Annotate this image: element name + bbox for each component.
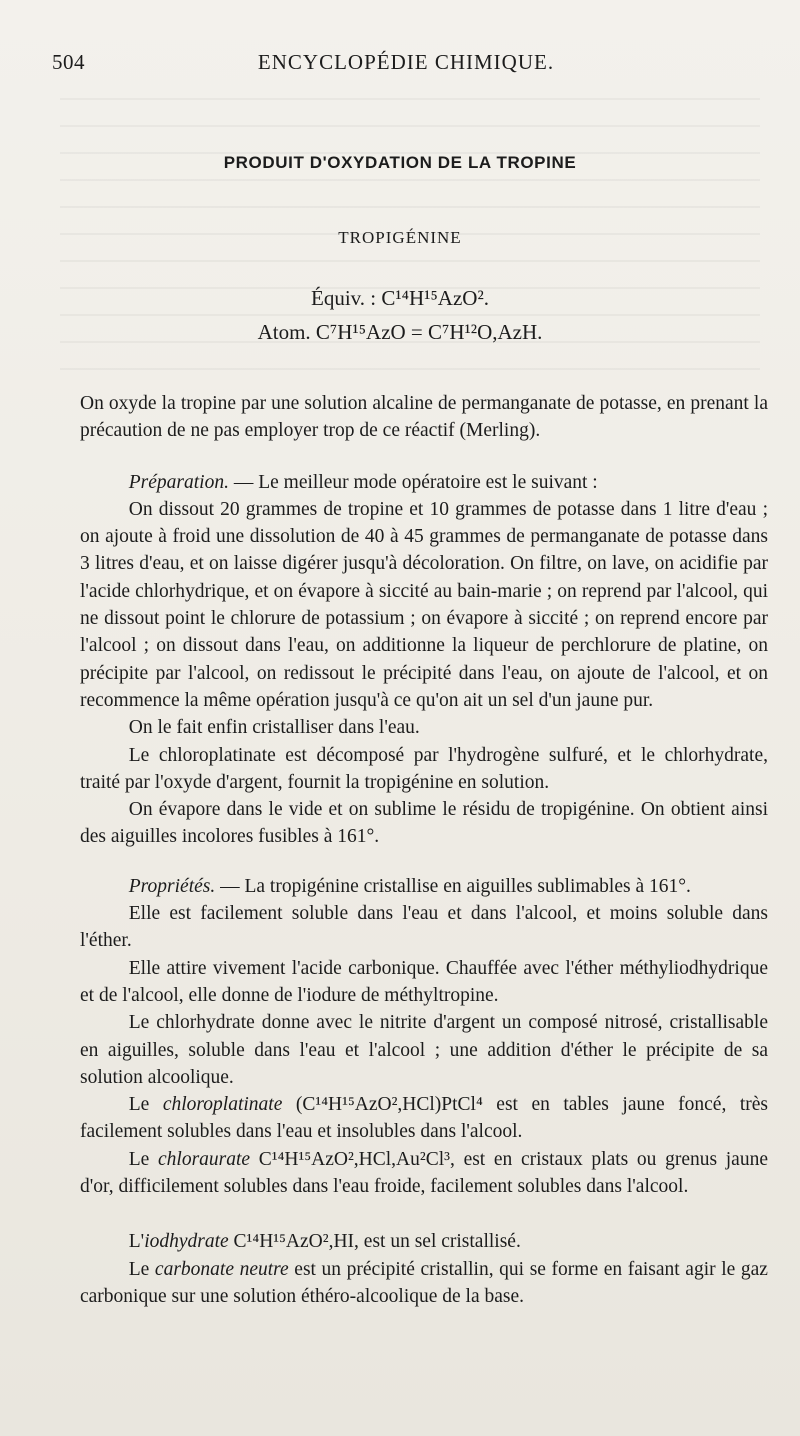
article-le-2: Le (128, 1148, 158, 1170)
iodhydrate-paragraph (80, 1228, 768, 1255)
section-title: PRODUIT D'OXYDATION DE LA TROPINE (223, 153, 577, 172)
compound-title: TROPIGÉNINE (338, 228, 462, 247)
properties-heading-paragraph (80, 873, 768, 900)
chloraurate-paragraph (80, 1146, 768, 1201)
running-title: ENCYCLOPÉDIE CHIMIQUE. (257, 50, 555, 74)
chloroplatinate-text: (C¹⁴H¹⁵AzO²,HCl)PtCl⁴ est en tables jaune foncé, très facilement solubles dans l'eau et insolubles dans l'alcool. (80, 1094, 768, 1143)
carbonate-paragraph (80, 1256, 768, 1311)
equivalent-formula: Équiv. : C¹⁴H¹⁵AzO². (311, 286, 489, 310)
atomic-formula: Atom. C⁷H¹⁵AzO = C⁷H¹²O,AzH. (257, 320, 543, 344)
properties-lead: — La tropigénine cristallise en aiguilles sublimables à 161°. (215, 875, 691, 897)
chloroplatinate-label: chloroplatinate (162, 1094, 283, 1116)
decomposition-paragraph: Le chloroplatinate est décomposé par l'hydrogène sulfuré, et le chlorhydrate, traité par l'oxyde d'argent, fournit la tropigénine en solution. (80, 744, 768, 793)
article-le: Le (128, 1094, 163, 1116)
preparation-heading-paragraph (80, 469, 768, 496)
evaporation-paragraph: On évapore dans le vide et on sublime le résidu de tropigénine. On obtient ainsi des aiguilles incolores fusibles à 161°. (80, 799, 768, 848)
body-text (80, 390, 768, 1310)
intro-paragraph: On oxyde la tropine par une solution alcaline de permanganate de potasse, en prenant la précaution de ne pas employer trop de ce réactif (Merling). (80, 393, 768, 442)
preparation-procedure: On dissout 20 grammes de tropine et 10 grammes de potasse dans 1 litre d'eau ; on ajoute à froid une dissolution de 40 à 45 grammes de permanganate de potasse dans 3 litres d'eau, et on laisse digérer jusqu'à décoloration. On filtre, on lave, on acidifie par l'acide chlorhydrique, et on évapore à siccité au bain-marie ; on reprend par l'alcool, qui ne dissout point le chlorure de potassium ; on évapore à siccité ; on reprend encore par l'alcool ; on dissout dans l'eau, on additionne la liqueur de perchlorure de platine, on précipite par l'alcool, on redissout le précipité dans l'eau, on ajoute de l'alcool, et on recommence la même opération jusqu'à ce qu'on ait un sel d'un jaune pur. (80, 498, 768, 711)
solubility-paragraph: Elle est facilement soluble dans l'eau et dans l'alcool, et moins soluble dans l'éther. (80, 903, 768, 952)
carbonate-text: est un précipité cristallin, qui se forme en faisant agir le gaz carbonique sur une solution éthéro-alcoolique de la base. (80, 1258, 768, 1307)
article-le-3: Le (128, 1258, 155, 1280)
page-number: 504 (52, 50, 85, 74)
properties-label: Propriétés. (128, 875, 216, 897)
page-header (52, 50, 760, 80)
carbonate-label: carbonate neutre (154, 1258, 289, 1280)
crystallize-paragraph: On le fait enfin cristalliser dans l'eau. (128, 717, 420, 739)
chlorhydrate-paragraph: Le chlorhydrate donne avec le nitrite d'argent un composé nitrosé, cristallisable en aiguilles, soluble dans l'eau et l'alcool ; une addition d'éther le précipite de sa solution alcoolique. (80, 1012, 768, 1088)
iodhydrate-label: iodhydrate (144, 1231, 229, 1253)
iodhydrate-prefix: L' (128, 1231, 145, 1253)
chloraurate-text: C¹⁴H¹⁵AzO²,HCl,Au²Cl³, est en cristaux plats ou grenus jaune d'or, difficilement solubles dans l'eau froide, facilement solubles dans l'alcool. (80, 1148, 768, 1198)
iodhydrate-text: C¹⁴H¹⁵AzO²,HI, est un sel cristallisé. (228, 1231, 521, 1253)
chloraurate-label: chloraurate (158, 1148, 251, 1170)
preparation-lead: — Le meilleur mode opératoire est le suivant : (228, 471, 598, 493)
carbonic-paragraph: Elle attire vivement l'acide carbonique. Chauffée avec l'éther méthyliodhydrique et de l'alcool, elle donne de l'iodure de méthyltropine. (80, 957, 768, 1006)
preparation-label: Préparation. (128, 471, 229, 493)
chloroplatinate-paragraph (80, 1091, 768, 1146)
